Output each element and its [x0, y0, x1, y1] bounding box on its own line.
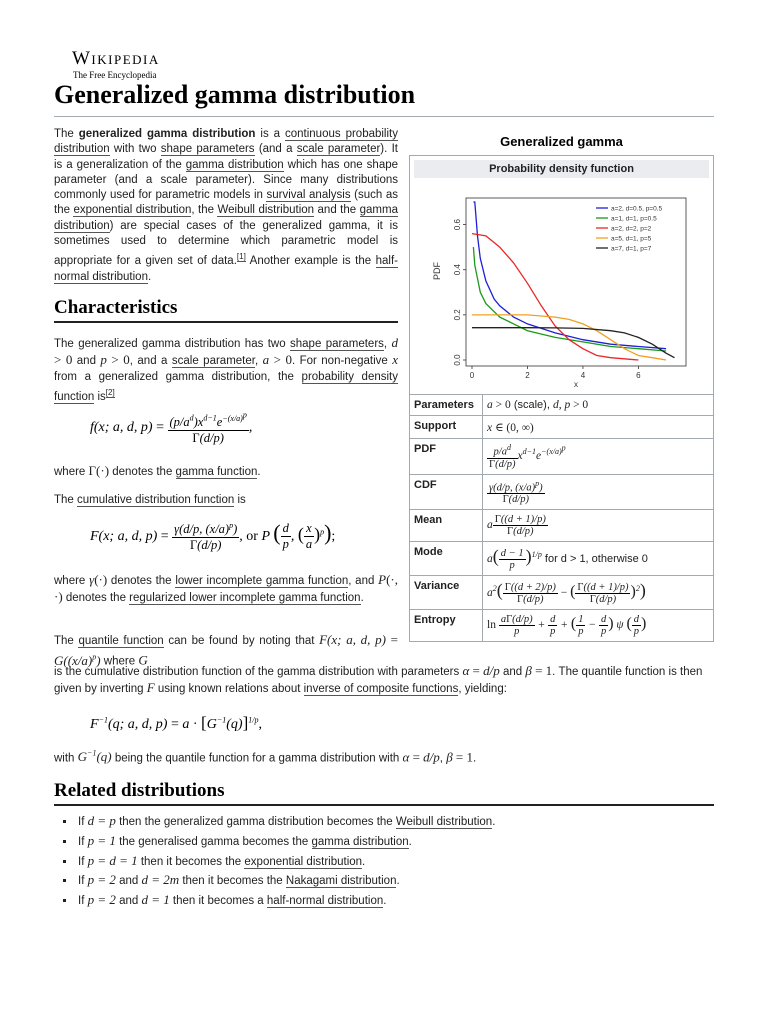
cdf-formula: F(x; a, d, p) = $\frac{\gamma(d/p, (x/a)^p)}{\Gamma(d/p)}$ , or P ( $\frac{d}{p}$ , ( $\frac{x}{a}$ )$^p$);	[90, 520, 336, 552]
x-tick-label: 0	[469, 371, 475, 380]
intro-paragraph	[54, 127, 398, 285]
text: , and	[348, 575, 379, 587]
text: and	[115, 895, 142, 908]
text: If	[78, 816, 88, 828]
math-condition: p = 2	[87, 892, 116, 908]
math-condition: p = 2	[87, 872, 116, 888]
text: then it becomes the	[179, 875, 286, 888]
text: (scale),	[513, 399, 553, 411]
y-axis-label: PDF	[432, 262, 442, 280]
text: .	[257, 466, 261, 478]
link-scale-parameter-2[interactable]: scale parameter	[171, 355, 255, 368]
text: and	[115, 875, 142, 888]
x-tick-label: 2	[525, 371, 530, 380]
text: .	[360, 592, 364, 605]
text: using known relations about	[154, 683, 304, 696]
link-continuous-probability-distribution[interactable]: continuous probability distribution	[54, 128, 398, 156]
math-x: x	[392, 352, 399, 368]
math-beta: β = 1	[525, 663, 553, 678]
text: from a generalized gamma distribution, the	[54, 370, 302, 383]
link-survival-analysis[interactable]: survival analysis	[266, 189, 351, 202]
link-gamma-distribution[interactable]: gamma distribution	[185, 158, 284, 171]
quantile-paragraph-b	[54, 663, 714, 698]
link-half-normal-distribution-2[interactable]: half-normal distribution	[266, 895, 384, 908]
math-condition: p = 1	[87, 832, 116, 848]
text: with two	[109, 143, 161, 156]
link-cumulative-distribution-function[interactable]: cumulative distribution function	[77, 494, 235, 506]
legend-label: a=7, d=1, p=7	[611, 245, 652, 253]
row-label: PDF	[410, 439, 483, 475]
row-label: Entropy	[410, 609, 483, 641]
text: being the quantile function for a gamma distribution with	[111, 752, 403, 765]
row-label: CDF	[410, 474, 483, 510]
math-G: G	[138, 652, 148, 668]
text: is a	[255, 128, 285, 140]
quantile-gamma-note	[54, 746, 714, 767]
text: and	[499, 666, 526, 678]
text: Another example is the	[245, 255, 376, 268]
infobox	[409, 130, 714, 642]
text: ,	[254, 355, 263, 368]
infobox-table	[410, 394, 713, 641]
infobox-row-mean	[410, 510, 713, 542]
text: denotes the	[62, 592, 130, 605]
text: for d > 1, otherwise 0	[544, 553, 648, 565]
row-label: Parameters	[410, 395, 483, 416]
infobox-title: Generalized gamma	[500, 134, 623, 149]
math-alpha-2: α = d/p	[402, 749, 440, 765]
text: .	[383, 895, 387, 908]
infobox-row-support	[410, 416, 713, 439]
link-gamma-distribution-3[interactable]: gamma distribution	[311, 835, 409, 848]
text: The generalized gamma distribution has two	[54, 338, 291, 350]
text: ) are special cases of the generalized gamma, it is sometimes used to determine which parametric model is appropriate for a given set of data.	[54, 219, 398, 268]
infobox-row-pdf	[410, 439, 713, 475]
reference-1[interactable]: [1]	[236, 252, 246, 262]
text: ,	[383, 338, 392, 350]
math-F-equals-G: F(x; a, d, $p) = G((x/a)^p)$	[54, 632, 399, 668]
text: The	[54, 128, 79, 140]
link-inverse-of-composite-functions[interactable]: inverse of composite functions	[303, 683, 459, 696]
text: . For non-negative	[291, 355, 393, 368]
link-shape-parameters[interactable]: shape parameters	[160, 143, 255, 156]
row-value: x ∈ (0, ∞)	[483, 416, 714, 439]
text: where	[54, 575, 90, 587]
page-title: Generalized gamma distribution	[54, 80, 416, 109]
text: and the	[314, 204, 360, 217]
section-divider	[54, 321, 398, 323]
link-weibull-distribution-2[interactable]: Weibull distribution	[395, 816, 493, 828]
text: .	[492, 816, 496, 828]
text: ,	[439, 752, 447, 765]
link-exponential-distribution[interactable]: exponential distribution	[73, 204, 192, 217]
row-value: ln $\frac{a\Gamma(d/p)}{p}$ + $\frac{d}{p}$ + ( $\frac{1}{p}$ − $\frac{d}{p}$ ) ψ ( $\frac{d}{p}$ )	[483, 609, 714, 641]
link-exponential-distribution-2[interactable]: exponential distribution	[244, 855, 363, 868]
pdf-chart[interactable]	[410, 182, 713, 392]
row-value: $a^2$( $\frac{\Gamma((d + 2)/p)}{\Gamma(d/p)}$ − ( $\frac{\Gamma((d + 1)/p)}{\Gamma(d/p)}$ )$^2$)	[483, 575, 714, 609]
y-tick-label: 0.2	[453, 309, 462, 321]
math-a-gt-0: a > 0	[262, 352, 292, 368]
related-distributions-list	[60, 812, 495, 911]
link-shape-parameters-2[interactable]: shape parameters	[290, 338, 384, 350]
list-item	[76, 871, 495, 891]
quantile-formula: $F^{-1}(q$; a, d, $p) = a \cdot [G^{-1}(q)]^{1/p}$,	[90, 713, 262, 732]
link-nakagami-distribution[interactable]: Nakagami distribution	[285, 875, 397, 888]
row-label: Support	[410, 416, 483, 439]
x-axis-label: x	[574, 380, 578, 389]
section-heading-related-distributions: Related distributions	[54, 780, 225, 801]
section-heading-characteristics: Characteristics	[54, 297, 178, 318]
math-gamma: Γ(·)	[88, 463, 110, 478]
text: The	[54, 494, 78, 506]
row-label: Mode	[410, 542, 483, 576]
link-probability-density-function[interactable]: probability density function	[54, 370, 398, 403]
text: can be found by noting that	[163, 635, 320, 647]
link-scale-parameter[interactable]: scale parameter	[296, 143, 381, 156]
series-line	[473, 247, 666, 351]
list-item	[76, 852, 495, 872]
row-value: a $\frac{\Gamma((d + 1)/p)}{\Gamma(d/p)}$	[483, 510, 714, 542]
text: The	[54, 635, 79, 647]
row-value: $\frac{\gamma(d/p, (x/a)^p)}{\Gamma(d/p)}$	[483, 474, 714, 510]
text: , and a	[129, 355, 172, 368]
legend-label: a=1, d=1, p=0.5	[611, 215, 657, 223]
text: .	[362, 855, 366, 868]
text: which has one shape parameter (and a scale parameter). Since many distributions commonly used for parametric models in	[54, 158, 399, 202]
math-G-inverse: $G^{-1}(q)$	[77, 749, 112, 765]
list-item	[76, 891, 495, 911]
text: then it becomes a	[169, 895, 267, 908]
list-item	[76, 832, 495, 852]
wikipedia-wordmark[interactable]: Wikipedia	[72, 48, 160, 69]
infobox-body	[409, 155, 714, 642]
text: where	[100, 655, 139, 668]
section-divider	[54, 804, 714, 806]
text: is the cumulative distribution function of the gamma distribution with parameters	[54, 666, 463, 678]
link-half-normal-distribution[interactable]: half-normal distribution	[54, 255, 398, 283]
text: .	[147, 270, 152, 283]
link-regularized-lower-incomplete-gamma[interactable]: regularized lower incomplete gamma function	[129, 592, 361, 605]
text: and	[72, 355, 101, 368]
link-gamma-function[interactable]: gamma function	[175, 466, 258, 478]
row-value: a( $\frac{d - 1}{p}$ )$^{1/p}$ for d > 1, otherwise 0	[483, 542, 714, 576]
reference-2[interactable]: [2]	[105, 387, 115, 397]
cdf-intro	[54, 493, 398, 508]
legend-label: a=5, d=1, p=5	[611, 235, 652, 243]
text: the generalised gamma becomes the	[115, 835, 312, 848]
infobox-image-caption: Probability density function	[414, 160, 709, 178]
infobox-row-mode	[410, 542, 713, 576]
link-gamma-distribution-2[interactable]: gamma distribution	[54, 204, 398, 232]
text: , yielding:	[458, 683, 507, 696]
text: If	[78, 875, 88, 888]
math-regularized-P: P(·, ·)	[54, 572, 398, 605]
text: is	[234, 494, 246, 506]
text: denotes the	[107, 575, 176, 587]
math-F: F	[146, 680, 155, 696]
link-weibull-distribution[interactable]: Weibull distribution	[217, 204, 315, 217]
title-divider	[54, 116, 714, 117]
incomplete-gamma-note	[54, 572, 398, 607]
link-lower-incomplete-gamma-function[interactable]: lower incomplete gamma function	[175, 575, 349, 587]
text: with	[54, 752, 78, 765]
text: where	[54, 466, 89, 478]
math-beta-2: β = 1	[446, 749, 474, 765]
text: . The quantile function is then given by inverting	[54, 666, 703, 696]
text: If	[78, 855, 88, 868]
text: .	[408, 835, 412, 848]
text: denotes the	[109, 466, 176, 478]
math-condition: d = 2m	[141, 872, 180, 888]
y-tick-label: 0.4	[453, 264, 462, 276]
y-tick-label: 0.6	[453, 219, 462, 231]
infobox-row-cdf	[410, 474, 713, 510]
text: ). It is a generalization of the	[54, 143, 398, 171]
text: If	[78, 895, 88, 908]
math-alpha: α = d/p	[462, 663, 500, 678]
bold-term: generalized gamma distribution	[78, 128, 256, 140]
math-condition: d = p	[87, 813, 116, 828]
y-tick-label: 0.0	[453, 354, 462, 366]
row-value: a > 0 (scale), d, p > 0	[483, 395, 714, 416]
x-tick-label: 4	[580, 371, 586, 380]
text: .	[396, 875, 400, 888]
math-d-gt-0: d > 0	[54, 335, 398, 368]
infobox-row-variance	[410, 575, 713, 609]
gamma-function-note	[54, 463, 398, 480]
legend-label: a=2, d=0.5, p=0.5	[611, 205, 663, 213]
row-label: Variance	[410, 575, 483, 609]
math-p-gt-0: p > 0	[100, 352, 130, 368]
row-label: Mean	[410, 510, 483, 542]
text: .	[473, 752, 477, 765]
text: then it becomes the	[137, 855, 245, 868]
text: is	[94, 390, 106, 403]
math-lower-gamma: γ(·)	[89, 572, 108, 587]
math-condition: p = d = 1	[87, 852, 138, 868]
text: then the generalized gamma distribution becomes the	[115, 816, 396, 828]
infobox-row-parameters	[410, 395, 713, 416]
row-value: $\frac{p/a^d}{\Gamma(d/p)}$ $x^{d-1}e^{-(x/a)^p}$	[483, 439, 714, 475]
infobox-row-entropy	[410, 609, 713, 641]
link-quantile-function[interactable]: quantile function	[78, 635, 164, 647]
legend-label: a=2, d=2, p=2	[611, 225, 652, 233]
x-tick-label: 6	[636, 371, 641, 380]
pdf-formula: f(x; a, d, p) = $\frac{(p/a^d)x^{d-1}e^{-(x/a)^p}}{\Gamma(d/p)}$ ,	[90, 410, 253, 445]
text: (such as the	[54, 189, 398, 217]
list-item	[76, 812, 495, 832]
characteristics-paragraph	[54, 335, 398, 405]
text: (and a	[254, 143, 297, 156]
text: , the	[191, 204, 218, 217]
text: If	[78, 835, 88, 848]
math-condition: d = 1	[141, 892, 170, 908]
wikipedia-tagline: The Free Encyclopedia	[73, 70, 157, 80]
